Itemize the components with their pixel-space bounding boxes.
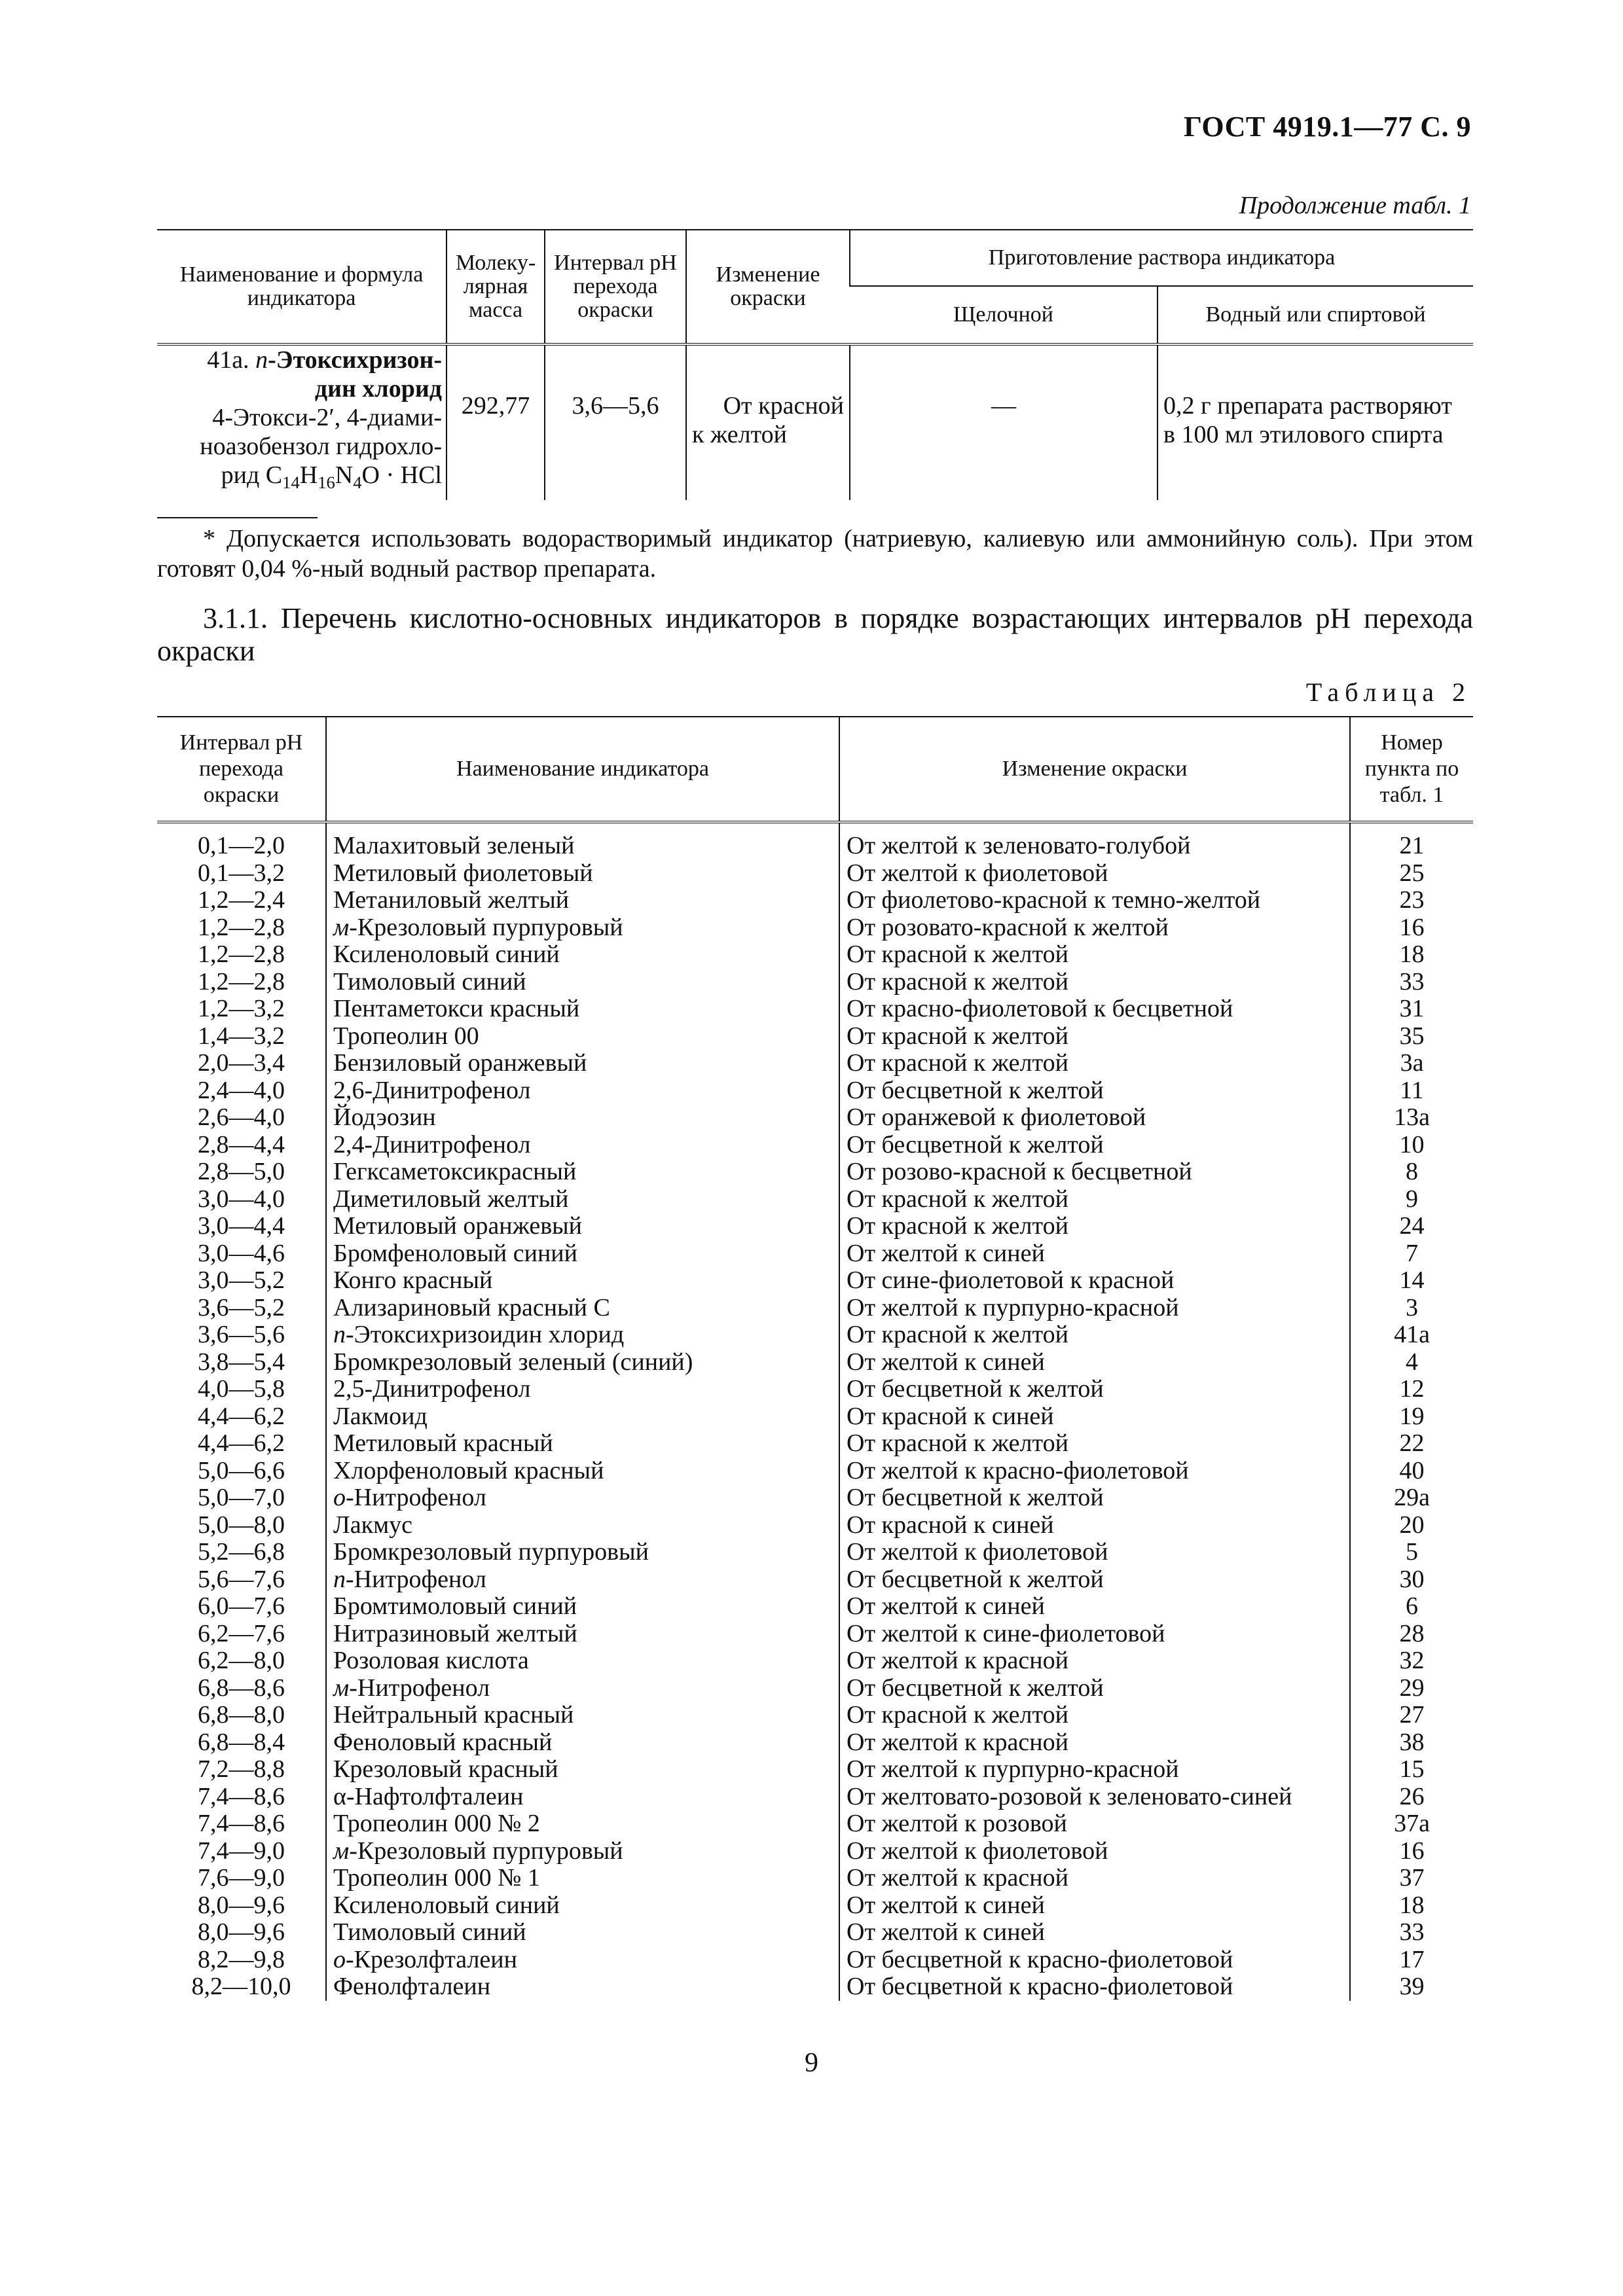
ph-interval-cell: 5,0—7,0 bbox=[198, 1484, 285, 1511]
indicator-name: Бензиловый оранжевый bbox=[333, 1049, 587, 1077]
indicator-name-cell bbox=[326, 822, 839, 860]
color-change-cell: От бесцветной к красно-фиолетовой bbox=[839, 1973, 1350, 2001]
table-row bbox=[157, 1132, 1473, 1159]
indicator-name: Пентаметокси красный bbox=[333, 995, 580, 1022]
t1-header-name: Наименование и формула индикатора bbox=[157, 230, 447, 344]
ph-interval-cell: 3,0—5,2 bbox=[198, 1266, 285, 1294]
color-change-cell: От желтой к зеленовато-голубой bbox=[839, 822, 1350, 860]
indicator-name-cell bbox=[326, 887, 839, 914]
table-row bbox=[157, 1593, 1473, 1621]
color-change-cell: От бесцветной к желтой bbox=[839, 1566, 1350, 1594]
color-change-cell: От красной к желтой bbox=[839, 941, 1350, 969]
indicator-name-cell bbox=[326, 1376, 839, 1403]
table-row bbox=[157, 1023, 1473, 1050]
color-change-cell: От желтой к синей bbox=[839, 1593, 1350, 1621]
table-row bbox=[157, 1403, 1473, 1431]
ph-interval-cell: 8,2—10,0 bbox=[191, 1973, 291, 2000]
indicator-name-cell bbox=[326, 914, 839, 942]
table-row bbox=[157, 1784, 1473, 1811]
table1-point-cell: 18 bbox=[1350, 1892, 1473, 1920]
indicator-name: Йодэозин bbox=[333, 1103, 436, 1131]
table-row bbox=[157, 1267, 1473, 1295]
table1-point-cell: 37 bbox=[1350, 1865, 1473, 1892]
indicator-name: Лакмоид bbox=[333, 1402, 428, 1430]
indicator-name: Малахитовый зеленый bbox=[333, 832, 575, 859]
table1-point-cell: 22 bbox=[1350, 1430, 1473, 1458]
color-change-cell: От желтовато-розовой к зеленовато-синей bbox=[839, 1784, 1350, 1811]
table1-point-cell: 26 bbox=[1350, 1784, 1473, 1811]
ph-interval-cell: 4,4—6,2 bbox=[198, 1429, 285, 1457]
table1-point-cell: 16 bbox=[1350, 914, 1473, 942]
table1-point-cell: 37а bbox=[1350, 1810, 1473, 1838]
indicator-name: 2,4-Динитрофенол bbox=[333, 1130, 531, 1158]
table1-point-cell: 4 bbox=[1350, 1349, 1473, 1376]
page-number: 9 bbox=[805, 2048, 818, 2078]
indicator-name: -Крезолфталеин bbox=[346, 1945, 517, 1973]
ph-interval-cell: 8,0—9,6 bbox=[198, 1918, 285, 1946]
t1-header-interval: Интервал pH перехода окраски bbox=[545, 230, 686, 344]
table-row bbox=[157, 1865, 1473, 1892]
indicator-name-cell bbox=[326, 1213, 839, 1240]
indicator-name: Ксиленоловый синий bbox=[333, 1891, 560, 1919]
indicator-name-cell bbox=[326, 1023, 839, 1050]
indicator-name: Тропеолин 000 № 1 bbox=[333, 1864, 540, 1892]
table-1-continuation bbox=[157, 229, 1473, 500]
indicator-name-cell bbox=[326, 1077, 839, 1105]
indicator-name: 2,6-Динитрофенол bbox=[333, 1076, 531, 1104]
color-change-cell: От красной к желтой bbox=[839, 1321, 1350, 1349]
indicator-name: Тимоловый синий bbox=[333, 1918, 526, 1946]
table-row bbox=[157, 1295, 1473, 1322]
table-row bbox=[157, 1158, 1473, 1186]
isomer-prefix: м bbox=[333, 913, 350, 941]
table1-point-cell: 24 bbox=[1350, 1213, 1473, 1240]
indicator-name: Бромфеноловый синий bbox=[333, 1239, 577, 1267]
isomer-prefix: п bbox=[333, 1321, 346, 1348]
table1-point-cell: 9 bbox=[1350, 1186, 1473, 1213]
indicator-name-cell bbox=[326, 1919, 839, 1946]
indicator-name-cell bbox=[326, 1349, 839, 1376]
color-change-cell: От красной к желтой bbox=[839, 1023, 1350, 1050]
indicator-name-cell bbox=[326, 1838, 839, 1865]
section-heading: 3.1.1. Перечень кислотно-основных индикаторов в порядке возрастающих интервалов pH перехода окраски bbox=[157, 602, 1473, 667]
indicator-name: -Крезоловый пурпуровый bbox=[349, 913, 623, 941]
table-row bbox=[157, 1892, 1473, 1920]
indicator-name: Диметиловый желтый bbox=[333, 1185, 569, 1213]
table-row bbox=[157, 1539, 1473, 1566]
ph-interval-cell: 1,2—2,4 bbox=[198, 886, 285, 914]
table1-point-cell: 29 bbox=[1350, 1675, 1473, 1702]
color-change-cell: От бесцветной к красно-фиолетовой bbox=[839, 1946, 1350, 1974]
indicator-name: -Нитрофенол bbox=[346, 1565, 486, 1593]
table1-point-cell: 20 bbox=[1350, 1512, 1473, 1539]
table-row bbox=[157, 996, 1473, 1023]
ph-interval-cell: 1,4—3,2 bbox=[198, 1022, 285, 1050]
indicator-name-cell bbox=[326, 1784, 839, 1811]
t2-header-name: Наименование индикатора bbox=[326, 717, 839, 822]
table1-point-cell: 39 bbox=[1350, 1973, 1473, 2001]
color-change-cell: От красной к желтой bbox=[839, 1213, 1350, 1240]
t1-header-aqueous: Водный или спиртовой bbox=[1158, 286, 1473, 344]
table1-point-cell: 5 bbox=[1350, 1539, 1473, 1566]
table1-point-cell: 38 bbox=[1350, 1729, 1473, 1757]
indicator-name-cell bbox=[326, 1267, 839, 1295]
t1-header-mass: Молеку-лярная масса bbox=[447, 230, 545, 344]
t2-header-interval: Интервал pH перехода окраски bbox=[157, 717, 326, 822]
color-change-cell: От желтой к пурпурно-красной bbox=[839, 1295, 1350, 1322]
table-row bbox=[157, 1458, 1473, 1485]
indicator-name-cell bbox=[326, 1484, 839, 1512]
ph-interval-cell: 7,4—8,6 bbox=[198, 1782, 285, 1810]
table-row bbox=[157, 1349, 1473, 1376]
table1-point-cell: 41а bbox=[1350, 1321, 1473, 1349]
color-change-cell: От желтой к сине-фиолетовой bbox=[839, 1621, 1350, 1648]
ph-interval-cell: 3,0—4,4 bbox=[198, 1212, 285, 1240]
table1-point-cell: 32 bbox=[1350, 1647, 1473, 1675]
color-change-cell: От бесцветной к желтой bbox=[839, 1675, 1350, 1702]
indicator-name-cell bbox=[326, 1973, 839, 2001]
indicator-name: -Нитрофенол bbox=[346, 1484, 486, 1511]
color-change-cell: От красной к желтой bbox=[839, 1186, 1350, 1213]
indicator-name: Крезоловый красный bbox=[333, 1755, 558, 1783]
t1-formula-line2: ноазобензол гидрохло- bbox=[200, 433, 442, 460]
table1-point-cell: 11 bbox=[1350, 1077, 1473, 1105]
table-row bbox=[157, 969, 1473, 996]
table1-point-cell: 6 bbox=[1350, 1593, 1473, 1621]
table-row bbox=[157, 1946, 1473, 1974]
t1-header-alkaline: Щелочной bbox=[850, 286, 1158, 344]
table-row bbox=[157, 1729, 1473, 1757]
ph-interval-cell: 0,1—3,2 bbox=[198, 859, 285, 887]
indicator-name: Тимоловый синий bbox=[333, 967, 526, 996]
indicator-name-cell bbox=[326, 1539, 839, 1566]
ph-interval-cell: 2,8—5,0 bbox=[198, 1158, 285, 1185]
color-change-cell: От желтой к синей bbox=[839, 1240, 1350, 1268]
indicator-name: Метаниловый желтый bbox=[333, 886, 570, 914]
indicator-name-cell bbox=[326, 1756, 839, 1784]
t1-formula-line3: рид $C_{14}H_{16}N_4O$ · HCl bbox=[221, 461, 442, 492]
color-change-cell: От красной к желтой bbox=[839, 969, 1350, 996]
color-change-cell: От желтой к синей bbox=[839, 1892, 1350, 1920]
indicator-name-cell bbox=[326, 1430, 839, 1458]
color-change-cell: От бесцветной к желтой bbox=[839, 1376, 1350, 1403]
indicator-name-cell bbox=[326, 1132, 839, 1159]
color-change-cell: От бесцветной к желтой bbox=[839, 1077, 1350, 1105]
indicator-name: Гегксаметоксикрасный bbox=[333, 1158, 577, 1185]
indicator-name-cell bbox=[326, 1810, 839, 1838]
table-row bbox=[157, 1810, 1473, 1838]
color-change-cell: От бесцветной к желтой bbox=[839, 1484, 1350, 1512]
ph-interval-cell: 3,0—4,6 bbox=[198, 1239, 285, 1267]
table1-point-cell: 40 bbox=[1350, 1458, 1473, 1485]
indicator-name: Метиловый фиолетовый bbox=[333, 859, 593, 887]
isomer-prefix: о bbox=[333, 1484, 346, 1511]
color-change-cell: От красно-фиолетовой к бесцветной bbox=[839, 996, 1350, 1023]
table-row bbox=[157, 941, 1473, 969]
table-row bbox=[157, 1050, 1473, 1077]
indicator-name: Лакмус bbox=[333, 1511, 413, 1539]
table-row bbox=[157, 1566, 1473, 1594]
indicator-name-cell bbox=[326, 1566, 839, 1594]
table-row bbox=[157, 1973, 1473, 2001]
table1-point-cell: 31 bbox=[1350, 996, 1473, 1023]
table-continuation-label: Продолжение табл. 1 bbox=[1239, 192, 1471, 219]
table1-point-cell: 23 bbox=[1350, 887, 1473, 914]
ph-interval-cell: 5,0—8,0 bbox=[198, 1511, 285, 1539]
ph-interval-cell: 1,2—2,8 bbox=[198, 941, 285, 968]
table-row bbox=[157, 887, 1473, 914]
table1-point-cell: 3а bbox=[1350, 1050, 1473, 1077]
color-change-cell: От оранжевой к фиолетовой bbox=[839, 1104, 1350, 1132]
table1-point-cell: 16 bbox=[1350, 1838, 1473, 1865]
indicator-name-cell bbox=[326, 1675, 839, 1702]
indicator-name: Тропеолин 000 № 2 bbox=[333, 1810, 540, 1837]
ph-interval-cell: 6,8—8,0 bbox=[198, 1701, 285, 1729]
isomer-prefix: м bbox=[333, 1674, 350, 1702]
ph-interval-cell: 7,2—8,8 bbox=[198, 1755, 285, 1783]
t1-indicator-title-line2: дин хлорид bbox=[314, 375, 442, 403]
ph-interval-cell: 8,2—9,8 bbox=[198, 1945, 285, 1973]
indicator-name: 2,5-Динитрофенол bbox=[333, 1375, 531, 1403]
table-2 bbox=[157, 716, 1473, 2001]
table-row bbox=[157, 1621, 1473, 1648]
indicator-name-cell bbox=[326, 1946, 839, 1974]
indicator-name-cell bbox=[326, 1158, 839, 1186]
indicator-name-cell bbox=[326, 1702, 839, 1729]
table1-point-cell: 15 bbox=[1350, 1756, 1473, 1784]
indicator-name-cell bbox=[326, 1621, 839, 1648]
ph-interval-cell: 6,0—7,6 bbox=[198, 1592, 285, 1620]
table-row bbox=[157, 1838, 1473, 1865]
ph-interval-cell: 4,4—6,2 bbox=[198, 1402, 285, 1430]
color-change-cell: От желтой к синей bbox=[839, 1919, 1350, 1946]
indicator-name: Бромкрезоловый пурпуровый bbox=[333, 1538, 649, 1566]
ph-interval-cell: 5,2—6,8 bbox=[198, 1538, 285, 1566]
table1-point-cell: 13а bbox=[1350, 1104, 1473, 1132]
table1-point-cell: 17 bbox=[1350, 1946, 1473, 1974]
table1-point-cell: 10 bbox=[1350, 1132, 1473, 1159]
table-row bbox=[157, 1675, 1473, 1702]
t1-mass-value: 292,77 bbox=[447, 344, 545, 500]
color-change-cell: От желтой к фиолетовой bbox=[839, 1539, 1350, 1566]
ph-interval-cell: 2,8—4,4 bbox=[198, 1130, 285, 1158]
table-row bbox=[157, 1077, 1473, 1105]
table1-point-cell: 18 bbox=[1350, 941, 1473, 969]
indicator-name: -Крезоловый пурпуровый bbox=[349, 1837, 623, 1865]
t1-aqueous-value: 0,2 г препарата растворяют в 100 мл этилового спирта bbox=[1158, 344, 1473, 500]
indicator-name-cell bbox=[326, 1186, 839, 1213]
indicator-name: Розоловая кислота bbox=[333, 1647, 529, 1674]
ph-interval-cell: 2,0—3,4 bbox=[198, 1049, 285, 1077]
ph-interval-cell: 5,6—7,6 bbox=[198, 1565, 285, 1593]
indicator-name: Феноловый красный bbox=[333, 1728, 553, 1756]
table1-point-cell: 7 bbox=[1350, 1240, 1473, 1268]
indicator-name: Метиловый красный bbox=[333, 1429, 553, 1457]
table1-point-cell: 14 bbox=[1350, 1267, 1473, 1295]
color-change-cell: От желтой к красно-фиолетовой bbox=[839, 1458, 1350, 1485]
color-change-cell: От желтой к красной bbox=[839, 1729, 1350, 1757]
table1-point-cell: 21 bbox=[1350, 822, 1473, 860]
ph-interval-cell: 3,6—5,2 bbox=[198, 1293, 285, 1321]
ph-interval-cell: 3,6—5,6 bbox=[198, 1321, 285, 1348]
isomer-prefix: о bbox=[333, 1945, 346, 1973]
table-row bbox=[157, 1240, 1473, 1268]
ph-interval-cell: 2,4—4,0 bbox=[198, 1076, 285, 1104]
table1-point-cell: 29а bbox=[1350, 1484, 1473, 1512]
indicator-name-cell bbox=[326, 969, 839, 996]
indicator-name-cell bbox=[326, 1295, 839, 1322]
indicator-name: α-Нафтолфталеин bbox=[333, 1782, 524, 1810]
indicator-name-cell bbox=[326, 1104, 839, 1132]
table1-point-cell: 30 bbox=[1350, 1566, 1473, 1594]
ph-interval-cell: 3,8—5,4 bbox=[198, 1348, 285, 1376]
table-row bbox=[157, 1376, 1473, 1403]
table1-point-cell: 25 bbox=[1350, 860, 1473, 888]
table1-point-cell: 27 bbox=[1350, 1702, 1473, 1729]
color-change-cell: От фиолетово-красной к темно-желтой bbox=[839, 887, 1350, 914]
indicator-name-cell bbox=[326, 1240, 839, 1268]
table-row bbox=[157, 1702, 1473, 1729]
table-row bbox=[157, 1321, 1473, 1349]
ph-interval-cell: 3,0—4,0 bbox=[198, 1185, 285, 1213]
t1-interval-value: 3,6—5,6 bbox=[545, 344, 686, 500]
t1-header-change: Изменение окраски bbox=[686, 230, 850, 344]
color-change-cell: От красной к желтой bbox=[839, 1050, 1350, 1077]
color-change-cell: От желтой к красной bbox=[839, 1865, 1350, 1892]
table-row bbox=[157, 1919, 1473, 1946]
color-change-cell: От красной к синей bbox=[839, 1512, 1350, 1539]
table-row bbox=[157, 914, 1473, 942]
table-row bbox=[157, 1104, 1473, 1132]
indicator-name: Бромкрезоловый зеленый (синий) bbox=[333, 1348, 693, 1376]
document-reference: ГОСТ 4919.1—77 С. 9 bbox=[1183, 111, 1471, 143]
indicator-name: Нейтральный красный bbox=[333, 1701, 574, 1729]
table1-point-cell: 33 bbox=[1350, 969, 1473, 996]
table1-point-cell: 19 bbox=[1350, 1403, 1473, 1431]
color-change-cell: От красной к желтой bbox=[839, 1702, 1350, 1729]
color-change-cell: От красной к синей bbox=[839, 1403, 1350, 1431]
t1-header-prep: Приготовление раствора индикатора bbox=[850, 230, 1473, 286]
ph-interval-cell: 1,2—2,8 bbox=[198, 913, 285, 941]
indicator-name: Хлорфеноловый красный bbox=[333, 1456, 604, 1484]
indicator-name-cell bbox=[326, 941, 839, 969]
indicator-name-cell bbox=[326, 1403, 839, 1431]
t1-formula-line1: 4-Этокси-2′, 4-диами- bbox=[212, 404, 442, 431]
ph-interval-cell: 7,4—8,6 bbox=[198, 1810, 285, 1837]
t2-header-change: Изменение окраски bbox=[839, 717, 1350, 822]
color-change-cell: От бесцветной к желтой bbox=[839, 1132, 1350, 1159]
indicator-name: Фенолфталеин bbox=[333, 1973, 491, 2000]
ph-interval-cell: 8,0—9,6 bbox=[198, 1891, 285, 1919]
table-row bbox=[157, 1430, 1473, 1458]
indicator-name: Ализариновый красный С bbox=[333, 1293, 610, 1321]
table-row bbox=[157, 860, 1473, 888]
indicator-name-cell bbox=[326, 996, 839, 1023]
indicator-name-cell bbox=[326, 860, 839, 888]
color-change-cell: От желтой к розовой bbox=[839, 1810, 1350, 1838]
ph-interval-cell: 1,2—2,8 bbox=[198, 967, 285, 996]
table-row bbox=[157, 1213, 1473, 1240]
color-change-cell: От желтой к синей bbox=[839, 1349, 1350, 1376]
indicator-name: Метиловый оранжевый bbox=[333, 1212, 582, 1240]
table1-point-cell: 35 bbox=[1350, 1023, 1473, 1050]
table-row bbox=[157, 1756, 1473, 1784]
color-change-cell: От желтой к пурпурно-красной bbox=[839, 1756, 1350, 1784]
indicator-name-cell bbox=[326, 1865, 839, 1892]
ph-interval-cell: 1,2—3,2 bbox=[198, 995, 285, 1022]
ph-interval-cell: 6,8—8,4 bbox=[198, 1728, 285, 1756]
t1-alkaline-value: — bbox=[850, 344, 1158, 500]
ph-interval-cell: 7,4—9,0 bbox=[198, 1837, 285, 1865]
indicator-name-cell bbox=[326, 1729, 839, 1757]
table-row bbox=[157, 1512, 1473, 1539]
color-change-cell: От желтой к фиолетовой bbox=[839, 1838, 1350, 1865]
table1-point-cell: 28 bbox=[1350, 1621, 1473, 1648]
color-change-cell: От желтой к фиолетовой bbox=[839, 860, 1350, 888]
ph-interval-cell: 5,0—6,6 bbox=[198, 1456, 285, 1484]
table-row bbox=[157, 822, 1473, 860]
ph-interval-cell: 4,0—5,8 bbox=[198, 1375, 285, 1403]
table1-point-cell: 8 bbox=[1350, 1158, 1473, 1186]
isomer-prefix: м bbox=[333, 1837, 350, 1865]
ph-interval-cell: 6,8—8,6 bbox=[198, 1674, 285, 1702]
color-change-cell: От красной к желтой bbox=[839, 1430, 1350, 1458]
indicator-name-cell bbox=[326, 1647, 839, 1675]
table1-point-cell: 3 bbox=[1350, 1295, 1473, 1322]
indicator-name: Конго красный bbox=[333, 1266, 493, 1294]
color-change-cell: От розово-красной к бесцветной bbox=[839, 1158, 1350, 1186]
indicator-name-cell bbox=[326, 1593, 839, 1621]
color-change-cell: От желтой к красной bbox=[839, 1647, 1350, 1675]
indicator-name: -Нитрофенол bbox=[349, 1674, 490, 1702]
table-row bbox=[157, 1186, 1473, 1213]
table-row bbox=[157, 1484, 1473, 1512]
t2-header-point: Номер пункта по табл. 1 bbox=[1350, 717, 1473, 822]
table1-point-cell: 12 bbox=[1350, 1376, 1473, 1403]
t1-indicator-cell bbox=[157, 344, 447, 500]
color-change-cell: От розовато-красной к желтой bbox=[839, 914, 1350, 942]
t1-change-value: От красной к желтой bbox=[686, 344, 850, 500]
indicator-name: Тропеолин 00 bbox=[333, 1022, 479, 1050]
indicator-name-cell bbox=[326, 1892, 839, 1920]
indicator-name: Нитразиновый желтый bbox=[333, 1619, 577, 1647]
footnote-separator bbox=[157, 517, 318, 518]
table-row bbox=[157, 344, 1473, 500]
ph-interval-cell: 7,6—9,0 bbox=[198, 1864, 285, 1892]
indicator-name-cell bbox=[326, 1050, 839, 1077]
ph-interval-cell: 6,2—7,6 bbox=[198, 1619, 285, 1647]
table1-point-cell: 33 bbox=[1350, 1919, 1473, 1946]
indicator-name: -Этоксихризоидин хлорид bbox=[346, 1321, 625, 1348]
table-2-label: Таблица 2 bbox=[1305, 677, 1471, 707]
ph-interval-cell: 2,6—4,0 bbox=[198, 1103, 285, 1131]
footnote: * Допускается использовать водорастворимый индикатор (натриевую, калиевую или аммонийную соль). При этом готовят 0,04 %-ный водный раствор препарата. bbox=[157, 525, 1473, 583]
ph-interval-cell: 6,2—8,0 bbox=[198, 1647, 285, 1674]
ph-interval-cell: 0,1—2,0 bbox=[198, 832, 285, 859]
indicator-name: Ксиленоловый синий bbox=[333, 941, 560, 968]
table-row bbox=[157, 1647, 1473, 1675]
isomer-prefix: п bbox=[333, 1565, 346, 1593]
indicator-name-cell bbox=[326, 1512, 839, 1539]
t2-body bbox=[157, 822, 1473, 2001]
indicator-name-cell bbox=[326, 1321, 839, 1349]
indicator-name-cell bbox=[326, 1458, 839, 1485]
t1-indicator-title: 41а. п-Этоксихризон- bbox=[207, 346, 442, 374]
color-change-cell: От сине-фиолетовой к красной bbox=[839, 1267, 1350, 1295]
indicator-name: Бромтимоловый синий bbox=[333, 1592, 577, 1620]
